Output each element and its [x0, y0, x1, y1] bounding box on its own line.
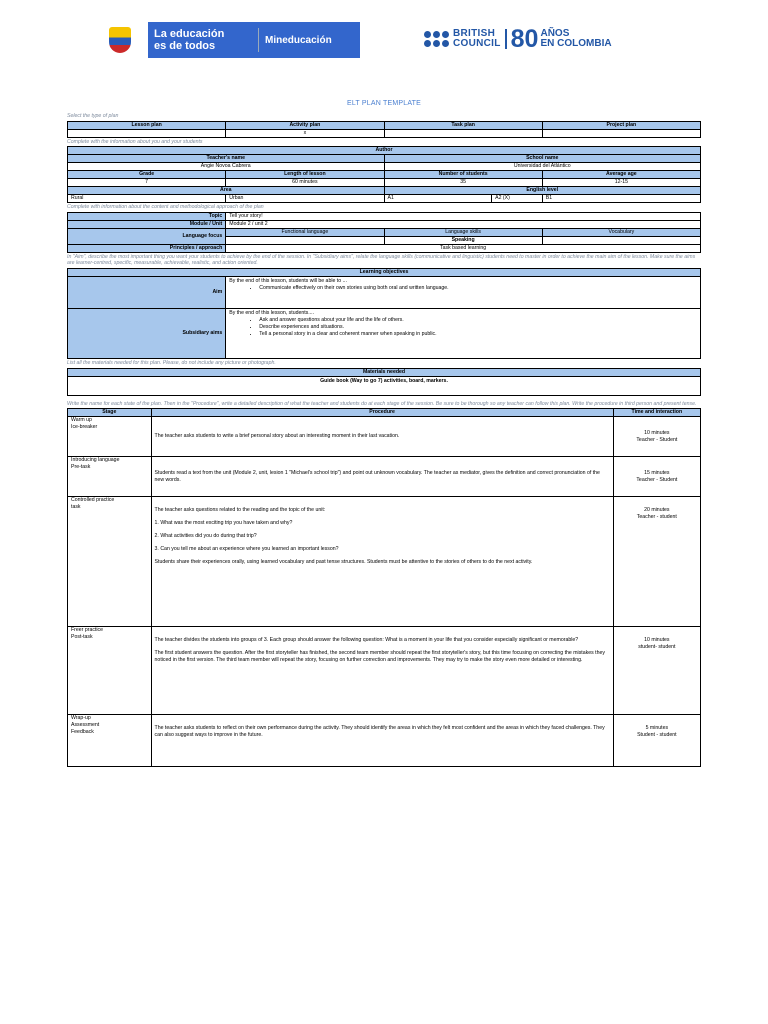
colombia-crest-icon [92, 22, 148, 58]
materials-table [67, 368, 701, 396]
length-value[interactable]: 60 minutes [226, 179, 384, 187]
principles-label: Principles / approach [68, 244, 226, 252]
procedure-instruction: Write the name for each state of the plan. Then in the "Procedure", write a detailed description of what the teacher and students do at each stage of the session. Be sure to be thorough so any teacher can follow this plan. Write the procedure in third person and present tense. [67, 400, 697, 407]
plan-type-instruction: Select the type of plan [67, 113, 119, 119]
age-value[interactable]: 12-15 [542, 179, 700, 187]
objectives-table [67, 268, 701, 359]
time-cell[interactable]: 15 minutes Teacher - Student [613, 457, 700, 497]
time-column-header: Time and interaction [613, 409, 700, 417]
gov-slogan-line2: es de todos [154, 40, 216, 52]
time-cell[interactable]: 10 minutes student- student [613, 627, 700, 715]
plan-type-option: Task plan [384, 121, 542, 129]
plan-type-option: Activity plan [226, 121, 384, 129]
area-rural[interactable]: Rural [68, 195, 226, 203]
ministry-name: Mineducación [265, 34, 332, 46]
level-label: English level [384, 187, 701, 195]
bc-years-line1: AÑOS [540, 28, 570, 39]
stage-cell[interactable]: Wrap-up Assessment Feedback [68, 715, 152, 767]
procedure-cell[interactable]: The teacher asks students to reflect on their own performance during the activity. They should identify the areas in which they felt most confident and the areas in which they faced challenges. They can also suggest ways to improve in the future. [151, 715, 613, 767]
time-cell[interactable]: 10 minutes Teacher - Student [613, 417, 700, 457]
level-b1[interactable]: B1 [542, 195, 700, 203]
skills-label: Language skills [384, 228, 542, 236]
stage-cell[interactable]: Introducing language Pre-task [68, 457, 152, 497]
author-instruction: Complete with the information about you and your students [67, 138, 203, 145]
subsidiary-item: • Describe experiences and situations. [259, 324, 697, 331]
procedure-cell[interactable]: Students read a text from the unit (Module 2, unit, lesion 1 "Michael's school trip") and point out unknown vocabulary. The teacher as mediator, gives the definition and correct pronunciation of the new words. [151, 457, 613, 497]
bc-line2: COUNCIL [453, 38, 501, 49]
topic-label: Topic [68, 212, 226, 220]
procedure-column-header: Procedure [151, 409, 613, 417]
british-council-logo [424, 25, 612, 53]
principles-value[interactable]: Task based learning [226, 244, 701, 252]
content-table [67, 212, 701, 253]
subsidiary-item: • Tell a personal story in a clear and coherent manner when speaking in public. [259, 331, 697, 338]
grade-value[interactable]: 7 [68, 179, 226, 187]
teacher-name[interactable]: Angie Novoa Cabrera [68, 163, 385, 171]
stage-cell[interactable]: Freer practice Post-task [68, 627, 152, 715]
module-value[interactable]: Module 2 / unit 2 [226, 220, 701, 228]
procedure-row [68, 627, 701, 715]
plan-document [67, 100, 701, 767]
procedure-cell[interactable]: The teacher divides the students into groups of 3. Each group should answer the following question: What is a moment in your life that you consider especially significant or memorable? The first student answers the question. After the first storyteller has finished, the second team member should repeat the first storyteller's story, but this time focusing on correcting the mistakes they noticed in the first version. The third team member will repeat the story, focusing on further correction and improvements. They may try to make the story even more detailed or interesting. [151, 627, 613, 715]
author-section-header: Author [68, 147, 701, 155]
time-cell[interactable]: 5 minutes Student - student [613, 715, 700, 767]
gov-slogan-line1: La educación [154, 28, 225, 40]
materials-section-header: Materials needed [68, 368, 701, 376]
grade-label: Grade [68, 171, 226, 179]
procedure-table [67, 408, 701, 767]
length-label: Length of lesson [226, 171, 384, 179]
focus-label: Language focus [68, 228, 226, 244]
teacher-label: Teacher's name [68, 155, 385, 163]
stage-cell[interactable]: Warm up Ice-breaker [68, 417, 152, 457]
bc-line1: BRITISH [453, 28, 496, 39]
procedure-cell[interactable]: The teacher asks questions related to the reading and the topic of the unit: 1. What was the most exciting trip you have taken and why? 2. What activities did you do during that trip? 3. Can you tell me about an experience where you learned an important lesson? Students share their experiences orally, using learned vocabulary and past tense structures. Students must be attentive to the stories of others to do the next activity. [151, 497, 613, 627]
level-a2[interactable]: A2 (X) [492, 195, 543, 203]
subsidiary-intro: By the end of this lesson, students.... [229, 309, 315, 316]
school-name[interactable]: Universidad del Atlántico [384, 163, 701, 171]
area-urban[interactable]: Urban [226, 195, 384, 203]
materials-instruction: List all the materials needed for this plan. Please, do not include any picture or photograph. [67, 359, 276, 366]
bc-anniversary-number: 80 [510, 25, 539, 53]
area-label: Area [68, 187, 385, 195]
aim-intro: By the end of this lesson, students will be able to ... [229, 277, 347, 284]
plan-type-mark[interactable]: x [226, 129, 384, 137]
level-a1[interactable]: A1 [384, 195, 492, 203]
aim-label: Aim [68, 276, 226, 308]
subsidiary-item: • Ask and answer questions about your life and the life of others. [259, 317, 697, 324]
procedure-cell[interactable]: The teacher asks students to write a brief personal story about an interesting moment in their last vacation. [151, 417, 613, 457]
plan-type-mark[interactable] [68, 129, 226, 137]
age-label: Average age [542, 171, 700, 179]
topic-value[interactable]: Tell your story! [226, 212, 701, 220]
subsidiary-aims-cell[interactable] [226, 308, 701, 358]
school-label: School name [384, 155, 701, 163]
objectives-instruction: In "Aim", describe the most important thing you want your students to achieve by the end of the session. In "Subsidiary aims", relate the language skills (communicative and linguistic) students need to master in order to achieve the main aim of the lesson. Make sure the aims are learner-centred, specific, measurable, achievable, realistic, and action oriented. [67, 253, 696, 267]
module-label: Module / Unit [68, 220, 226, 228]
functional-label: Functional language [226, 228, 384, 236]
plan-type-option: Lesson plan [68, 121, 226, 129]
time-cell[interactable]: 20 minutes Teacher - student [613, 497, 700, 627]
aim-item: • Communicate effectively on their own stories using both oral and written language. [259, 285, 697, 292]
procedure-row [68, 497, 701, 627]
procedure-row [68, 457, 701, 497]
aim-cell[interactable] [226, 276, 701, 308]
british-council-dots-icon [424, 31, 449, 47]
stage-column-header: Stage [68, 409, 152, 417]
government-logo [92, 22, 360, 58]
skills-value[interactable]: Speaking [384, 236, 542, 244]
bc-years-line2: EN COLOMBIA [540, 38, 612, 49]
stage-cell[interactable]: Controlled practice task [68, 497, 152, 627]
plan-type-mark[interactable] [384, 129, 542, 137]
document-title: ELT PLAN TEMPLATE [346, 100, 422, 107]
subsidiary-aims-label: Subsidiary aims [68, 308, 226, 358]
plan-type-table [67, 121, 701, 138]
students-value[interactable]: 35 [384, 179, 542, 187]
materials-value[interactable]: Guide book (Way to go 7) activities, board, markers. [68, 376, 701, 395]
plan-type-mark[interactable] [542, 129, 700, 137]
vocabulary-value[interactable] [542, 236, 700, 244]
objectives-section-header: Learning objectives [68, 268, 701, 276]
students-label: Number of students [384, 171, 542, 179]
vocabulary-label: Vocabulary [542, 228, 700, 236]
author-table [67, 146, 701, 203]
procedure-row [68, 715, 701, 767]
functional-value[interactable] [226, 236, 384, 244]
plan-type-option: Project plan [542, 121, 700, 129]
procedure-row [68, 417, 701, 457]
content-instruction: Complete with information about the content and methodological approach of the plan [67, 204, 264, 211]
